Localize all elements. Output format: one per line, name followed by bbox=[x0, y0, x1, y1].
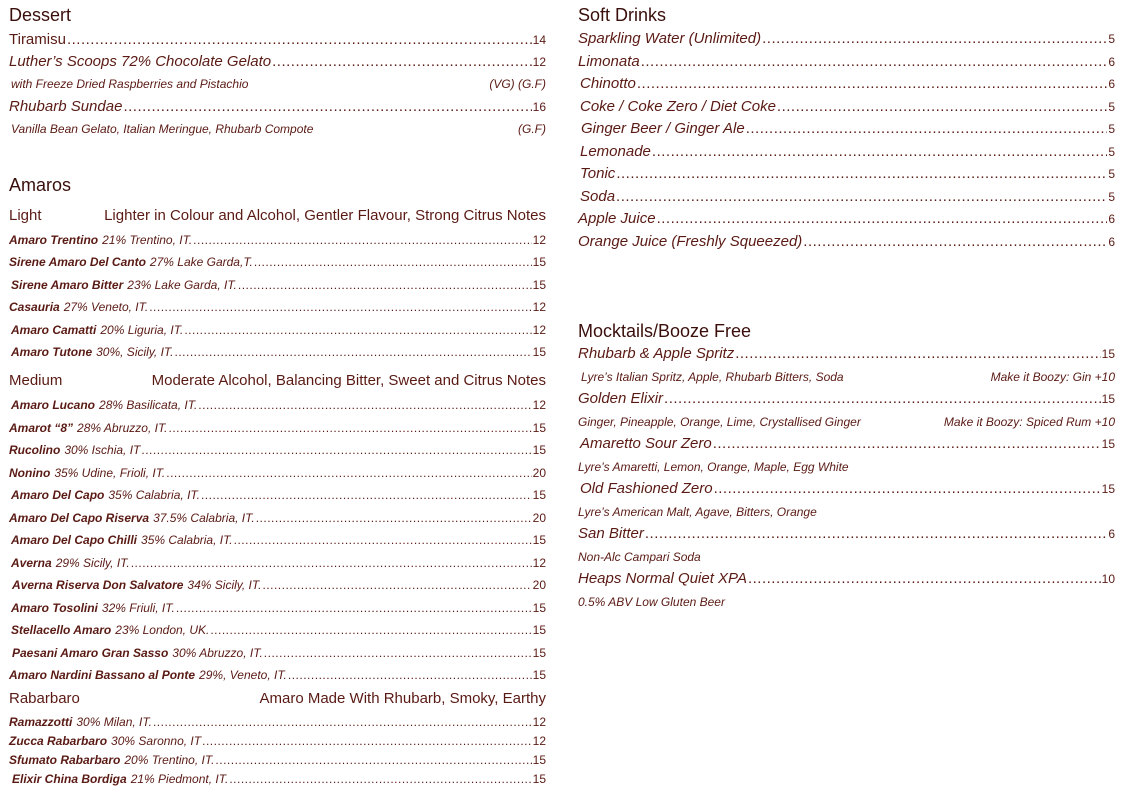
amaro-item bbox=[12, 646, 546, 660]
amaro-item bbox=[11, 556, 546, 570]
dot-leader bbox=[169, 421, 532, 435]
dot-leader bbox=[637, 75, 1107, 92]
amaro-origin: 32% Friuli, IT. bbox=[101, 600, 175, 615]
description-text: Vanilla Bean Gelato, Italian Meringue, Rhubarb Compote bbox=[11, 122, 314, 136]
boozy-option: Make it Boozy: Gin +10 bbox=[990, 370, 1115, 384]
amaro-price: 15 bbox=[532, 600, 546, 615]
amaro-origin: 30% Ischia, IT bbox=[64, 443, 141, 457]
mocktails-heading: Mocktails/Booze Free bbox=[578, 321, 752, 341]
drink-price: 5 bbox=[1108, 167, 1115, 181]
amaro-item bbox=[9, 734, 546, 748]
dot-leader bbox=[176, 601, 532, 615]
dot-leader bbox=[166, 466, 531, 480]
drink-name: Ginger Beer / Ginger Ale bbox=[581, 120, 745, 137]
drink-name: Coke / Coke Zero / Diet Coke bbox=[580, 97, 776, 115]
amaro-price: 15 bbox=[532, 623, 546, 637]
dot-leader bbox=[234, 533, 532, 547]
mocktail-description bbox=[578, 505, 1115, 519]
amaro-name: Zucca Rabarbaro bbox=[9, 734, 108, 748]
dot-leader bbox=[202, 734, 532, 748]
dot-leader bbox=[238, 278, 532, 292]
description-text: 0.5% ABV Low Gluten Beer bbox=[578, 595, 725, 609]
description-text: Lyre’s Amaretti, Lemon, Orange, Maple, Egg White bbox=[578, 460, 849, 474]
amaro-price: 12 bbox=[532, 715, 546, 729]
description-text: Ginger, Pineapple, Orange, Lime, Crystallised Ginger bbox=[578, 415, 861, 429]
amaro-item bbox=[11, 398, 546, 412]
amaro-name: Amarot “8” bbox=[9, 420, 74, 435]
description-text: Lyre’s American Malt, Agave, Bitters, Orange bbox=[578, 505, 817, 519]
mocktail-price: 15 bbox=[1101, 437, 1115, 451]
menu-item bbox=[9, 53, 546, 70]
subsection-header bbox=[9, 690, 546, 707]
mocktail-price: 15 bbox=[1101, 392, 1115, 406]
dot-leader bbox=[262, 578, 531, 592]
amaro-origin: 20% Liguria, IT. bbox=[100, 322, 184, 337]
dot-leader bbox=[616, 188, 1107, 205]
amaro-item bbox=[11, 323, 546, 337]
dot-leader bbox=[175, 345, 532, 359]
amaro-name: Amaro Camatti bbox=[11, 322, 97, 337]
amaro-price: 15 bbox=[532, 255, 546, 270]
mocktail-description bbox=[581, 370, 1115, 384]
amaro-item bbox=[12, 772, 546, 786]
amaro-origin: 20% Trentino, IT. bbox=[124, 753, 215, 767]
amaro-origin: 21% Piedmont, IT. bbox=[130, 772, 229, 786]
dot-leader bbox=[714, 480, 1101, 497]
item-price: 16 bbox=[532, 100, 546, 114]
mocktail-item bbox=[580, 435, 1115, 452]
dot-leader bbox=[215, 753, 531, 767]
amaro-origin: 29% Sicily, IT. bbox=[55, 555, 130, 570]
dietary-tag: (G.F) bbox=[518, 122, 546, 136]
drink-price: 6 bbox=[1108, 234, 1115, 249]
amaro-name: Elixir China Bordiga bbox=[12, 772, 127, 786]
item-description bbox=[11, 122, 546, 136]
amaro-name: Rucolino bbox=[9, 443, 61, 457]
drink-price: 6 bbox=[1108, 54, 1115, 69]
drink-price: 5 bbox=[1108, 189, 1115, 204]
item-name: Rhubarb Sundae bbox=[9, 98, 123, 115]
mocktail-price: 15 bbox=[1101, 347, 1115, 361]
mocktail-description bbox=[578, 550, 1115, 564]
dot-leader bbox=[641, 53, 1108, 70]
boozy-option: Make it Boozy: Spiced Rum +10 bbox=[943, 415, 1115, 429]
amaro-origin: 35% Udine, Frioli, IT. bbox=[54, 465, 166, 480]
amaro-name: Amaro Del Capo Chilli bbox=[11, 533, 138, 547]
amaro-item bbox=[11, 623, 546, 637]
amaro-origin: 30%, Sicily, IT. bbox=[96, 345, 174, 359]
amaro-name: Sfumato Rabarbaro bbox=[9, 753, 121, 767]
mocktail-name: Rhubarb & Apple Spritz bbox=[578, 345, 735, 362]
subsection-header bbox=[9, 372, 546, 389]
item-price: 12 bbox=[532, 55, 546, 69]
drink-name: Tonic bbox=[580, 165, 616, 182]
drink-item bbox=[578, 233, 1115, 250]
dot-leader bbox=[762, 30, 1107, 47]
drink-item bbox=[580, 143, 1115, 160]
amaro-name: Amaro Nardini Bassano al Ponte bbox=[9, 668, 196, 682]
amaro-name: Sirene Amaro Bitter bbox=[11, 277, 124, 292]
mocktail-item bbox=[578, 345, 1115, 362]
amaro-item bbox=[9, 255, 546, 269]
subsection-label: Light bbox=[9, 207, 42, 224]
dot-leader bbox=[153, 715, 532, 729]
amaro-origin: 27% Lake Garda,T. bbox=[149, 255, 253, 270]
amaro-item bbox=[9, 466, 546, 480]
amaro-origin: 35% Calabria, IT. bbox=[141, 533, 233, 547]
amaro-name: Amaro Del Capo bbox=[11, 488, 105, 502]
amaro-origin: 34% Sicily, IT. bbox=[187, 578, 262, 592]
dot-leader bbox=[748, 570, 1101, 587]
mocktail-item bbox=[578, 570, 1115, 587]
drink-name: Chinotto bbox=[580, 75, 636, 92]
amaro-price: 15 bbox=[532, 645, 546, 660]
dessert-heading: Dessert bbox=[9, 5, 72, 25]
amaro-origin: 37.5% Calabria, IT. bbox=[153, 510, 255, 525]
amaro-item bbox=[9, 443, 546, 457]
amaro-price: 15 bbox=[532, 488, 546, 502]
amaro-name: Stellacello Amaro bbox=[11, 623, 112, 637]
drink-price: 6 bbox=[1108, 212, 1115, 226]
dot-leader bbox=[254, 255, 532, 269]
amaros-heading: Amaros bbox=[9, 175, 72, 195]
amaro-price: 12 bbox=[532, 322, 546, 337]
mocktail-name: Heaps Normal Quiet XPA bbox=[578, 570, 747, 587]
menu-item bbox=[9, 31, 546, 48]
mocktail-name: Golden Elixir bbox=[578, 390, 664, 407]
drink-item bbox=[581, 120, 1115, 137]
dot-leader bbox=[198, 398, 531, 412]
drink-name: Soda bbox=[580, 187, 616, 205]
amaro-name: Averna bbox=[11, 555, 52, 570]
dietary-tag: (VG) (G.F) bbox=[489, 77, 546, 91]
amaro-price: 12 bbox=[532, 398, 546, 412]
mocktail-item bbox=[580, 480, 1115, 497]
amaro-origin: 21% Trentino, IT. bbox=[102, 233, 193, 247]
drink-name: Apple Juice bbox=[578, 210, 656, 227]
amaro-origin: 30% Milan, IT. bbox=[76, 715, 152, 729]
dot-leader bbox=[264, 646, 532, 660]
amaro-item bbox=[12, 578, 546, 592]
amaro-origin: 30% Abruzzo, IT. bbox=[172, 645, 263, 660]
amaro-origin: 28% Abruzzo, IT. bbox=[77, 420, 168, 435]
amaro-price: 15 bbox=[532, 277, 546, 292]
dot-leader bbox=[149, 300, 531, 314]
amaro-origin: 30% Saronno, IT bbox=[111, 734, 202, 748]
description-text: Non-Alc Campari Soda bbox=[578, 550, 701, 564]
dot-leader bbox=[657, 210, 1108, 227]
amaro-price: 12 bbox=[532, 233, 546, 247]
amaro-name: Paesani Amaro Gran Sasso bbox=[12, 645, 169, 660]
amaro-name: Nonino bbox=[9, 465, 51, 480]
amaro-origin: 27% Veneto, IT. bbox=[63, 300, 149, 315]
amaro-item bbox=[9, 421, 546, 435]
mocktail-name: Old Fashioned Zero bbox=[580, 480, 713, 497]
amaro-name: Amaro Del Capo Riserva bbox=[9, 510, 150, 525]
amaro-price: 15 bbox=[532, 345, 546, 359]
amaro-price: 15 bbox=[532, 420, 546, 435]
amaro-name: Amaro Trentino bbox=[9, 233, 99, 247]
amaro-price: 12 bbox=[532, 734, 546, 748]
drink-price: 5 bbox=[1108, 122, 1115, 136]
dot-leader bbox=[652, 143, 1107, 160]
drink-item bbox=[580, 98, 1115, 115]
item-name: Luther’s Scoops 72% Chocolate Gelato bbox=[9, 53, 272, 70]
drink-item bbox=[580, 188, 1115, 205]
drink-name: Limonata bbox=[578, 52, 640, 70]
dot-leader bbox=[123, 98, 531, 115]
dot-leader bbox=[713, 435, 1101, 452]
dot-leader bbox=[645, 525, 1107, 542]
amaro-name: Sirene Amaro Del Canto bbox=[9, 255, 146, 270]
soft-drinks-heading: Soft Drinks bbox=[578, 5, 667, 25]
subsection-note: Moderate Alcohol, Balancing Bitter, Sweet and Citrus Notes bbox=[151, 372, 546, 389]
dot-leader bbox=[256, 511, 532, 525]
drink-item bbox=[580, 75, 1115, 92]
amaro-origin: 35% Calabria, IT. bbox=[108, 488, 200, 502]
drink-item bbox=[578, 30, 1115, 47]
amaro-item bbox=[9, 715, 546, 729]
mocktail-name: Amaretto Sour Zero bbox=[580, 435, 712, 452]
amaro-origin: 28% Basilicata, IT. bbox=[99, 398, 198, 412]
amaro-price: 20 bbox=[532, 465, 546, 480]
amaro-price: 15 bbox=[532, 443, 546, 457]
amaro-price: 15 bbox=[532, 668, 546, 682]
item-name: Tiramisu bbox=[9, 31, 66, 48]
amaro-name: Amaro Tosolini bbox=[11, 600, 98, 615]
dot-leader bbox=[131, 556, 532, 570]
drink-item bbox=[580, 165, 1115, 182]
subsection-label: Rabarbaro bbox=[9, 690, 80, 707]
amaro-price: 15 bbox=[532, 772, 546, 786]
menu-item bbox=[9, 98, 546, 115]
amaro-item bbox=[11, 533, 546, 547]
amaro-name: Amaro Lucano bbox=[11, 398, 96, 412]
amaro-item bbox=[11, 601, 546, 615]
dot-leader bbox=[616, 165, 1107, 182]
mocktail-item bbox=[578, 525, 1115, 542]
dot-leader bbox=[735, 345, 1100, 362]
amaro-item bbox=[11, 278, 546, 292]
subsection-note: Amaro Made With Rhubarb, Smoky, Earthy bbox=[259, 690, 546, 707]
description-text: with Freeze Dried Raspberries and Pistachio bbox=[11, 77, 249, 91]
mocktail-item bbox=[578, 390, 1115, 407]
drink-name: Sparkling Water (Unlimited) bbox=[578, 30, 762, 47]
amaro-name: Averna Riserva Don Salvatore bbox=[12, 578, 184, 592]
amaro-item bbox=[11, 488, 546, 502]
dot-leader bbox=[67, 31, 532, 48]
mocktail-name: San Bitter bbox=[578, 525, 644, 542]
amaro-item bbox=[9, 233, 546, 247]
amaro-origin: 23% London, UK. bbox=[115, 623, 210, 637]
description-text: Lyre’s Italian Spritz, Apple, Rhubarb Bitters, Soda bbox=[581, 370, 844, 384]
subsection-note: Lighter in Colour and Alcohol, Gentler Flavour, Strong Citrus Notes bbox=[104, 207, 546, 224]
amaro-name: Ramazzotti bbox=[9, 715, 73, 729]
amaro-item bbox=[11, 345, 546, 359]
item-description bbox=[11, 77, 546, 91]
dot-leader bbox=[746, 120, 1108, 137]
amaro-item bbox=[9, 668, 546, 682]
amaro-price: 12 bbox=[532, 555, 546, 570]
subsection-label: Medium bbox=[9, 372, 63, 389]
dot-leader bbox=[201, 488, 532, 502]
drink-item bbox=[578, 210, 1115, 227]
amaro-price: 12 bbox=[532, 300, 546, 315]
mocktail-description bbox=[578, 595, 1115, 609]
drink-price: 5 bbox=[1108, 144, 1115, 159]
mocktail-price: 10 bbox=[1101, 572, 1115, 586]
dot-leader bbox=[777, 98, 1107, 115]
dot-leader bbox=[184, 323, 531, 337]
amaro-price: 15 bbox=[532, 533, 546, 547]
amaro-price: 20 bbox=[532, 578, 546, 592]
dot-leader bbox=[210, 623, 531, 637]
amaro-item bbox=[9, 511, 546, 525]
dot-leader bbox=[664, 390, 1101, 407]
dot-leader bbox=[141, 443, 531, 457]
item-price: 14 bbox=[532, 33, 546, 47]
mocktail-description bbox=[578, 460, 1115, 474]
dot-leader bbox=[288, 668, 532, 682]
amaro-name: Amaro Tutone bbox=[11, 345, 93, 359]
amaro-origin: 29%, Veneto, IT. bbox=[199, 668, 287, 682]
amaro-price: 20 bbox=[532, 510, 546, 525]
drink-price: 6 bbox=[1108, 77, 1115, 91]
mocktail-price: 15 bbox=[1101, 482, 1115, 496]
amaro-item bbox=[9, 300, 546, 314]
amaro-origin: 23% Lake Garda, IT. bbox=[127, 277, 237, 292]
dot-leader bbox=[193, 233, 531, 247]
mocktail-price: 6 bbox=[1108, 527, 1115, 541]
dot-leader bbox=[803, 233, 1107, 250]
dot-leader bbox=[229, 772, 531, 786]
drink-name: Orange Juice (Freshly Squeezed) bbox=[578, 232, 803, 250]
amaro-name: Casauria bbox=[9, 300, 60, 315]
drink-price: 5 bbox=[1108, 99, 1115, 114]
subsection-header bbox=[9, 207, 546, 224]
amaro-item bbox=[9, 753, 546, 767]
drink-price: 5 bbox=[1108, 32, 1115, 46]
dot-leader bbox=[272, 53, 532, 70]
mocktail-description bbox=[578, 415, 1115, 429]
drink-name: Lemonade bbox=[580, 142, 651, 160]
amaro-price: 15 bbox=[532, 753, 546, 767]
drink-item bbox=[578, 53, 1115, 70]
